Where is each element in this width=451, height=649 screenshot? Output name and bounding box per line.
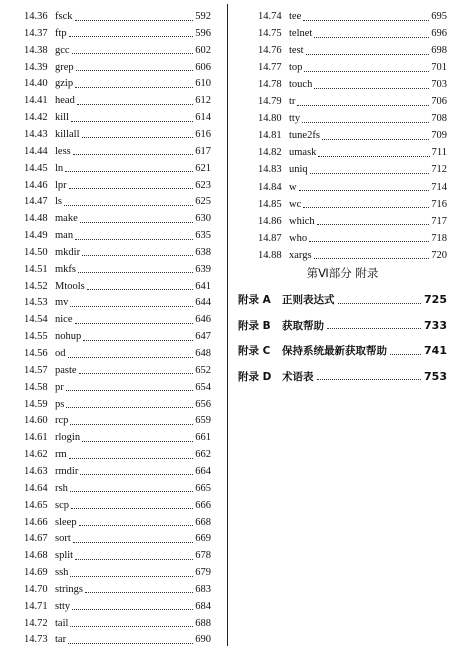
dot-leader: [314, 37, 429, 38]
dot-leader: [79, 525, 194, 526]
command-name: wc: [289, 198, 302, 210]
page-number: 718: [431, 232, 447, 244]
toc-entry: [24, 244, 211, 262]
section-number: 14.68: [24, 550, 48, 562]
dot-leader: [65, 171, 193, 172]
page-number: 621: [195, 162, 211, 174]
page-number: 668: [195, 516, 211, 528]
page-number: 654: [195, 381, 211, 393]
command-name: ftp: [55, 27, 67, 39]
command-name: test: [289, 45, 304, 57]
dot-leader: [80, 222, 194, 223]
command-name: which: [289, 215, 315, 227]
dot-leader: [72, 609, 193, 610]
section-number: 14.69: [24, 567, 48, 579]
section-number: 14.57: [24, 364, 48, 376]
dot-leader: [85, 592, 193, 593]
page-number: 606: [195, 61, 211, 73]
command-name: tr: [289, 96, 296, 108]
toc-entry: [258, 8, 447, 26]
section-number: 14.70: [24, 583, 48, 595]
section-number: 14.62: [24, 449, 48, 461]
toc-entry: [24, 412, 211, 430]
dot-leader: [82, 137, 194, 138]
section-number: 14.39: [24, 61, 48, 73]
section-number: 14.48: [24, 213, 48, 225]
page-number: 714: [431, 181, 447, 193]
command-name: tar: [55, 634, 67, 646]
dot-leader: [80, 474, 193, 475]
appendix-title: 保持系统最新获取帮助: [282, 345, 387, 357]
page-number: 596: [195, 27, 211, 39]
section-number: 14.82: [258, 147, 282, 159]
page-number: 701: [431, 62, 447, 74]
toc-entry: [24, 160, 211, 178]
dot-leader: [322, 139, 429, 140]
page-number: 688: [195, 617, 211, 629]
toc-entry: [24, 530, 211, 548]
dot-leader: [72, 53, 194, 54]
page-number: 678: [195, 550, 211, 562]
page-number: 684: [195, 600, 211, 612]
toc-entry: [24, 126, 211, 144]
page-number: 690: [195, 634, 211, 646]
section-number: 14.61: [24, 432, 48, 444]
command-name: sleep: [55, 516, 77, 528]
toc-entry: [24, 379, 211, 397]
dot-leader: [318, 156, 429, 157]
section-number: 14.51: [24, 263, 48, 275]
dot-leader: [303, 20, 429, 21]
toc-entry: [258, 59, 447, 77]
toc-entry: [24, 311, 211, 329]
page-number: 656: [195, 398, 211, 410]
page-number: 630: [195, 213, 211, 225]
toc-entry: [258, 42, 447, 60]
section-number: 14.88: [258, 249, 282, 261]
section-number: 14.76: [258, 45, 282, 57]
toc-entry: [258, 76, 447, 94]
toc-entry: [24, 362, 211, 380]
page-number: 712: [431, 164, 447, 176]
toc-entry: [24, 42, 211, 60]
command-name: tune2fs: [289, 130, 320, 142]
section-number: 14.45: [24, 162, 48, 174]
section-number: 14.52: [24, 280, 48, 292]
toc-entry: [258, 230, 447, 248]
toc-entry: [24, 328, 211, 346]
dot-leader: [309, 241, 429, 242]
command-name: nohup: [55, 331, 82, 343]
command-name: mkfs: [55, 263, 76, 275]
page-number: 698: [431, 45, 447, 57]
toc-entry: [258, 213, 447, 231]
toc-entry: [24, 59, 211, 77]
page-number: 623: [195, 179, 211, 191]
command-name: rsh: [55, 482, 68, 494]
dot-leader: [70, 306, 193, 307]
section-number: 14.40: [24, 78, 48, 90]
command-name: w: [289, 181, 297, 193]
command-name: less: [55, 145, 71, 157]
section-number: 14.53: [24, 297, 48, 309]
command-name: killall: [55, 128, 80, 140]
appendix-title: 术语表: [282, 370, 314, 383]
page-number: 662: [195, 449, 211, 461]
toc-entry: [258, 25, 447, 43]
toc-entry: [24, 25, 211, 43]
page-number: 708: [431, 113, 447, 125]
command-name: strings: [55, 583, 84, 595]
dot-leader: [73, 154, 194, 155]
dot-leader: [69, 458, 194, 459]
page-number: 612: [195, 95, 211, 107]
command-name: umask: [289, 147, 317, 159]
toc-entry: [258, 247, 447, 265]
dot-leader: [68, 643, 193, 644]
dot-leader: [338, 303, 422, 304]
command-name: who: [289, 232, 308, 244]
part-title: 第Ⅵ部分 附录: [306, 266, 379, 280]
dot-leader: [314, 258, 430, 259]
toc-entry: [24, 547, 211, 565]
page-number: 659: [195, 415, 211, 427]
toc-entry: [258, 179, 447, 197]
page-number: 711: [431, 147, 447, 159]
dot-leader: [314, 88, 429, 89]
dot-leader: [299, 190, 430, 191]
dot-leader: [82, 441, 193, 442]
section-number: 14.83: [258, 164, 282, 176]
dot-leader: [70, 491, 193, 492]
page-number: 716: [431, 198, 447, 210]
command-name: ssh: [55, 567, 69, 579]
section-number: 14.74: [258, 11, 282, 22]
page-number: 617: [195, 145, 211, 157]
dot-leader: [303, 207, 429, 208]
dot-leader: [66, 390, 194, 391]
appendix-entry: [238, 342, 447, 360]
dot-leader: [317, 379, 422, 380]
dot-leader: [82, 255, 193, 256]
dot-leader: [87, 289, 193, 290]
dot-leader: [306, 54, 430, 55]
section-number: 14.75: [258, 28, 282, 40]
toc-entry: [24, 598, 211, 616]
command-name: scp: [55, 499, 69, 511]
page-number: 696: [431, 28, 447, 40]
command-name: sort: [55, 533, 71, 545]
command-name: lpr: [55, 179, 67, 191]
command-name: uniq: [289, 164, 308, 176]
dot-leader: [75, 87, 193, 88]
page-number: 644: [195, 297, 211, 309]
page-number: 639: [195, 263, 211, 275]
page-number: 669: [195, 533, 211, 545]
appendix-title: 正则表达式: [282, 294, 335, 306]
toc-entry: [24, 227, 211, 245]
section-number: 14.80: [258, 113, 282, 125]
dot-leader: [75, 20, 194, 21]
page-number: 725: [424, 293, 447, 306]
column-divider: [227, 4, 228, 646]
command-name: tee: [289, 11, 302, 22]
page-number: 661: [195, 432, 211, 444]
dot-leader: [75, 323, 194, 324]
dot-leader: [68, 357, 194, 358]
section-number: 14.58: [24, 381, 48, 393]
page-number: 679: [195, 567, 211, 579]
section-number: 14.59: [24, 398, 48, 410]
toc-entry: [24, 177, 211, 195]
command-name: tty: [289, 113, 301, 125]
section-number: 14.44: [24, 145, 48, 157]
page-number: 706: [431, 96, 447, 108]
section-number: 14.67: [24, 533, 48, 545]
command-name: grep: [55, 61, 74, 73]
section-number: 14.56: [24, 348, 48, 359]
toc-entry: [24, 564, 211, 582]
page-number: 602: [195, 44, 211, 56]
dot-leader: [75, 559, 193, 560]
page-number: 665: [195, 482, 211, 494]
section-number: 14.71: [24, 600, 48, 612]
command-name: ls: [55, 196, 63, 208]
command-name: paste: [55, 364, 77, 376]
section-number: 14.42: [24, 112, 48, 124]
toc-entry: [24, 210, 211, 228]
command-name: rlogin: [55, 432, 81, 444]
toc-entry: [24, 480, 211, 498]
toc-entry: [24, 143, 211, 161]
dot-leader: [78, 272, 193, 273]
toc-entry: [258, 127, 447, 145]
dot-leader: [79, 373, 194, 374]
dot-leader: [64, 205, 193, 206]
section-number: 14.46: [24, 179, 48, 191]
command-name: make: [55, 213, 78, 225]
section-number: 14.43: [24, 128, 48, 140]
page-number: 666: [195, 499, 211, 511]
section-number: 14.72: [24, 617, 48, 629]
section-number: 14.37: [24, 27, 48, 39]
command-name: xargs: [289, 249, 312, 261]
toc-entry: [24, 463, 211, 481]
section-number: 14.66: [24, 516, 48, 528]
page-number: 616: [195, 128, 211, 140]
section-number: 14.47: [24, 196, 48, 208]
section-number: 14.77: [258, 62, 282, 74]
toc-entry: [24, 345, 211, 363]
toc-entry: [258, 110, 447, 128]
toc-entry: [24, 396, 211, 414]
command-name: kill: [55, 112, 70, 124]
dot-leader: [310, 173, 430, 174]
toc-entry: [258, 93, 447, 111]
dot-leader: [70, 626, 193, 627]
command-name: fsck: [55, 11, 73, 22]
section-number: 14.78: [258, 79, 282, 91]
page-number: 720: [431, 249, 447, 261]
appendix-entry: [238, 317, 447, 335]
command-name: mv: [55, 297, 69, 309]
dot-leader: [69, 36, 194, 37]
toc-entry: [24, 581, 211, 599]
page-number: 664: [195, 465, 211, 477]
page-number: 733: [424, 318, 447, 332]
section-number: 14.73: [24, 634, 48, 646]
command-name: stty: [55, 600, 71, 612]
toc-entry: [258, 144, 447, 162]
appendix-label: 附录 D: [238, 370, 272, 383]
command-name: gzip: [55, 78, 74, 90]
dot-leader: [83, 340, 193, 341]
page-number: 610: [195, 78, 211, 90]
toc-entry: [24, 193, 211, 211]
toc-entry: [24, 109, 211, 127]
section-number: 14.50: [24, 246, 48, 258]
toc-entry: [24, 75, 211, 93]
page-number: 641: [195, 280, 211, 292]
section-number: 14.65: [24, 499, 48, 511]
toc-entry: [24, 92, 211, 110]
section-number: 14.79: [258, 96, 282, 108]
section-number: 14.84: [258, 181, 282, 193]
toc-entry: [258, 196, 447, 214]
appendix-entry: [238, 368, 447, 386]
section-number: 14.60: [24, 415, 48, 427]
dot-leader: [302, 122, 429, 123]
appendix-label: 附录 A: [238, 294, 271, 306]
command-name: nice: [55, 314, 73, 326]
dot-leader: [70, 424, 193, 425]
toc-entry: [24, 294, 211, 312]
command-name: man: [55, 230, 74, 242]
toc-entry: [24, 514, 211, 532]
section-number: 14.81: [258, 130, 282, 142]
command-name: gcc: [55, 44, 70, 56]
section-number: 14.63: [24, 465, 48, 477]
dot-leader: [75, 239, 193, 240]
page-number: 703: [431, 79, 447, 91]
command-name: split: [55, 550, 74, 562]
toc-entry: [24, 446, 211, 464]
page-number: 625: [195, 196, 211, 208]
dot-leader: [71, 508, 193, 509]
command-name: head: [55, 95, 75, 107]
dot-leader: [66, 407, 193, 408]
page-number: 741: [424, 344, 447, 357]
appendix-entry: [238, 291, 447, 309]
page-number: 695: [431, 11, 447, 22]
dot-leader: [77, 104, 193, 105]
section-number: 14.55: [24, 331, 48, 343]
appendix-label: 附录 C: [238, 345, 271, 357]
command-name: top: [289, 62, 303, 74]
command-name: ln: [55, 162, 64, 174]
page-number: 717: [431, 215, 447, 227]
section-number: 14.41: [24, 95, 48, 107]
appendix-title: 获取帮助: [282, 319, 324, 332]
page-number: 753: [424, 369, 447, 383]
toc-entry: [24, 8, 211, 26]
dot-leader: [327, 328, 421, 329]
command-name: telnet: [289, 28, 313, 40]
page-number: 648: [195, 348, 211, 359]
page-number: 683: [195, 583, 211, 595]
page-number: 709: [431, 130, 447, 142]
toc-entry: [258, 161, 447, 179]
section-number: 14.64: [24, 482, 48, 494]
command-name: rm: [55, 449, 67, 461]
page-number: 638: [195, 246, 211, 258]
dot-leader: [73, 542, 194, 543]
section-number: 14.49: [24, 230, 48, 242]
section-number: 14.54: [24, 314, 48, 326]
command-name: ps: [55, 398, 65, 410]
page-number: 614: [195, 112, 211, 124]
toc-entry: [24, 429, 211, 447]
section-number: 14.87: [258, 232, 282, 244]
page-number: 592: [195, 11, 211, 22]
toc-entry: [24, 261, 211, 279]
page-number: 635: [195, 230, 211, 242]
dot-leader: [76, 70, 194, 71]
section-number: 14.38: [24, 44, 48, 56]
appendix-label: 附录 B: [238, 319, 271, 332]
dot-leader: [69, 188, 194, 189]
command-name: mkdir: [55, 246, 81, 258]
section-number: 14.86: [258, 215, 282, 227]
command-name: touch: [289, 79, 313, 91]
command-name: od: [55, 348, 66, 359]
page-number: 652: [195, 364, 211, 376]
command-name: rmdir: [55, 465, 79, 477]
command-name: pr: [55, 381, 64, 393]
dot-leader: [71, 121, 193, 122]
dot-leader: [304, 71, 429, 72]
section-number: 14.36: [24, 11, 48, 22]
section-number: 14.85: [258, 198, 282, 210]
toc-entry: [24, 497, 211, 515]
toc-entry: [24, 615, 211, 633]
command-name: Mtools: [55, 280, 85, 292]
dot-leader: [390, 354, 421, 355]
command-name: tail: [55, 617, 69, 629]
toc-entry: [24, 631, 211, 649]
dot-leader: [70, 576, 193, 577]
page-number: 647: [195, 331, 211, 343]
toc-entry: [24, 278, 211, 296]
dot-leader: [317, 224, 430, 225]
page-number: 646: [195, 314, 211, 326]
command-name: rcp: [55, 415, 69, 427]
dot-leader: [297, 105, 429, 106]
